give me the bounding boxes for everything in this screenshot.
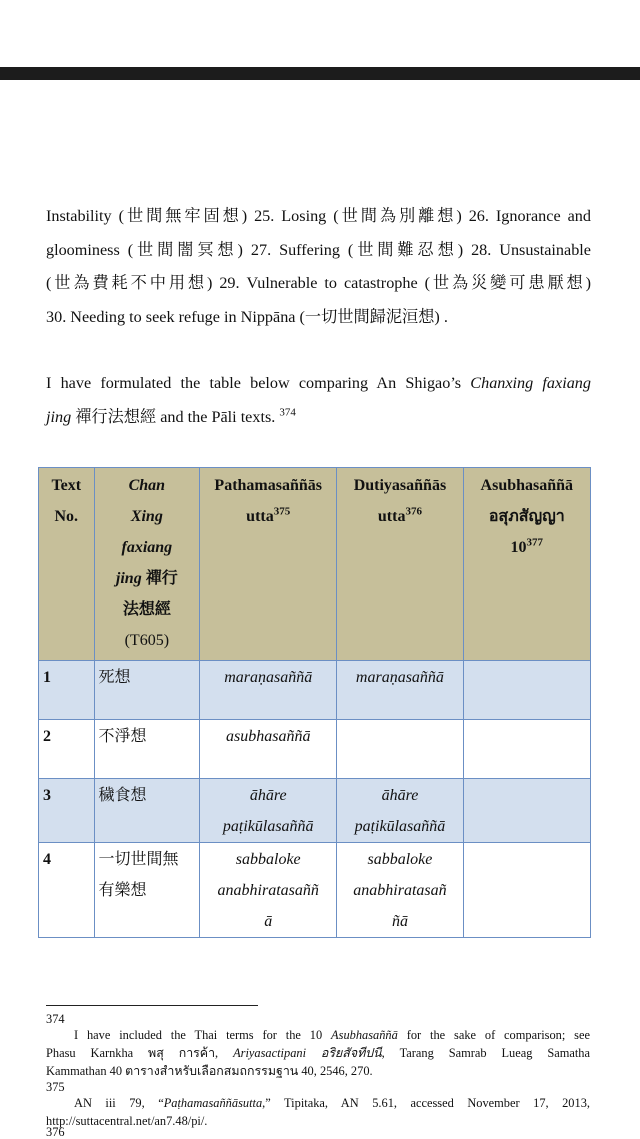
footnote-number: 376 [46, 1125, 65, 1139]
cell-asubha [463, 720, 590, 779]
footnote-374 [46, 1012, 590, 1080]
cell-chinese: 死想 [94, 661, 200, 720]
paragraph-line: 30. Needing to seek refuge in Nippāna (一切世間歸泥洹想) . [46, 307, 448, 326]
title-italic: Chanxing faxiang [470, 374, 591, 392]
body-paragraph-intro [46, 367, 591, 434]
paragraph-line: Instability (世間無牢固想) 25. Losing (世間為別離想) 26. Ignorance and [46, 207, 591, 225]
table-row [39, 779, 591, 843]
paragraph-line: gloominess (世間闇冥想) 27. Suffering (世間難忍想) 28. Unsustainable [46, 240, 591, 259]
body-paragraph-list [46, 200, 591, 334]
cell-pathama: asubhasaññā [200, 720, 337, 779]
cell-pathama: āhāre paṭikūlasaññā [200, 779, 337, 843]
row-number: 3 [39, 779, 95, 843]
footnote-375 [46, 1080, 590, 1130]
footnote-376 [46, 1125, 590, 1139]
footnote-number: 374 [46, 1012, 65, 1026]
header-asubhasanna: Asubhasaññā อสุภสัญญา $10^{377}$ [463, 468, 590, 661]
row-number: 4 [39, 843, 95, 938]
footnote-ref[interactable]: 375 [273, 505, 291, 518]
title-italic: jing [46, 407, 72, 426]
table-row [39, 720, 591, 779]
row-number: 2 [39, 720, 95, 779]
comparison-table [38, 467, 591, 938]
top-toolbar-bar [0, 67, 640, 80]
paragraph-line [46, 367, 591, 401]
cell-dutiya: sabbaloke anabhiratasañ ñā [337, 843, 463, 938]
table-row [39, 661, 591, 720]
cell-dutiya: maraṇasaññā [337, 661, 463, 720]
paragraph-line [46, 401, 591, 435]
cell-chinese: 穢食想 [94, 779, 200, 843]
footnote-line: Phasu Karnkha พสุ การค้า, Ariyasactipani อริยสัจทีปนี, Tarang Samrab Lueag Samatha [46, 1046, 590, 1060]
header-dutiyasanna: Dutiyasaññās utta$^{376}$ [337, 468, 463, 661]
footnote-ref[interactable]: 377 [526, 536, 544, 549]
table-row [39, 843, 591, 938]
cell-chinese: 不淨想 [94, 720, 200, 779]
cell-dutiya [337, 720, 463, 779]
footnote-line: Kammathan 40 ตารางสำหรับเลือกสมถกรรมฐาน 40, 2546, 270. [46, 1064, 373, 1078]
table-header-row [39, 468, 591, 661]
cell-asubha [463, 843, 590, 938]
cell-asubha [463, 661, 590, 720]
footnote-number: 375 [46, 1080, 65, 1094]
footnote-divider [46, 1005, 258, 1006]
cell-asubha [463, 779, 590, 843]
footnote-ref[interactable]: 374 [279, 406, 296, 419]
footnote-link[interactable]: http://suttacentral.net/an7.48/pi/. [46, 1114, 208, 1128]
header-text-no: Text No. [39, 468, 95, 661]
cell-pathama: sabbaloke anabhiratasaññ ā [200, 843, 337, 938]
header-pathamasanna: Pathamasaññās utta$^{375}$ [200, 468, 337, 661]
cell-chinese: 一切世間無 有樂想 [94, 843, 200, 938]
paragraph-text: 禪行法想經 and the Pāli texts. [71, 407, 280, 426]
paragraph-text: I have formulated the table below comparing An Shigao’s [46, 374, 471, 392]
footnote-line: AN iii 79, “Paṭhamasaññāsutta,” Tipitaka, AN 5.61, accessed November 17, 2013, [74, 1096, 590, 1110]
cell-dutiya: āhāre paṭikūlasaññā [337, 779, 463, 843]
cell-pathama: maraṇasaññā [200, 661, 337, 720]
footnote-line: I have included the Thai terms for the 10 Asubhasaññā for the sake of comparison; see [74, 1028, 590, 1042]
row-number: 1 [39, 661, 95, 720]
header-chanxing: Chan Xing faxiang jing 禪行 法想經 (T605) [94, 468, 200, 661]
paragraph-line: (世為費耗不中用想) 29. Vulnerable to catastrophe (世為災變可患厭想) [46, 274, 591, 292]
footnote-ref[interactable]: 376 [405, 505, 422, 518]
